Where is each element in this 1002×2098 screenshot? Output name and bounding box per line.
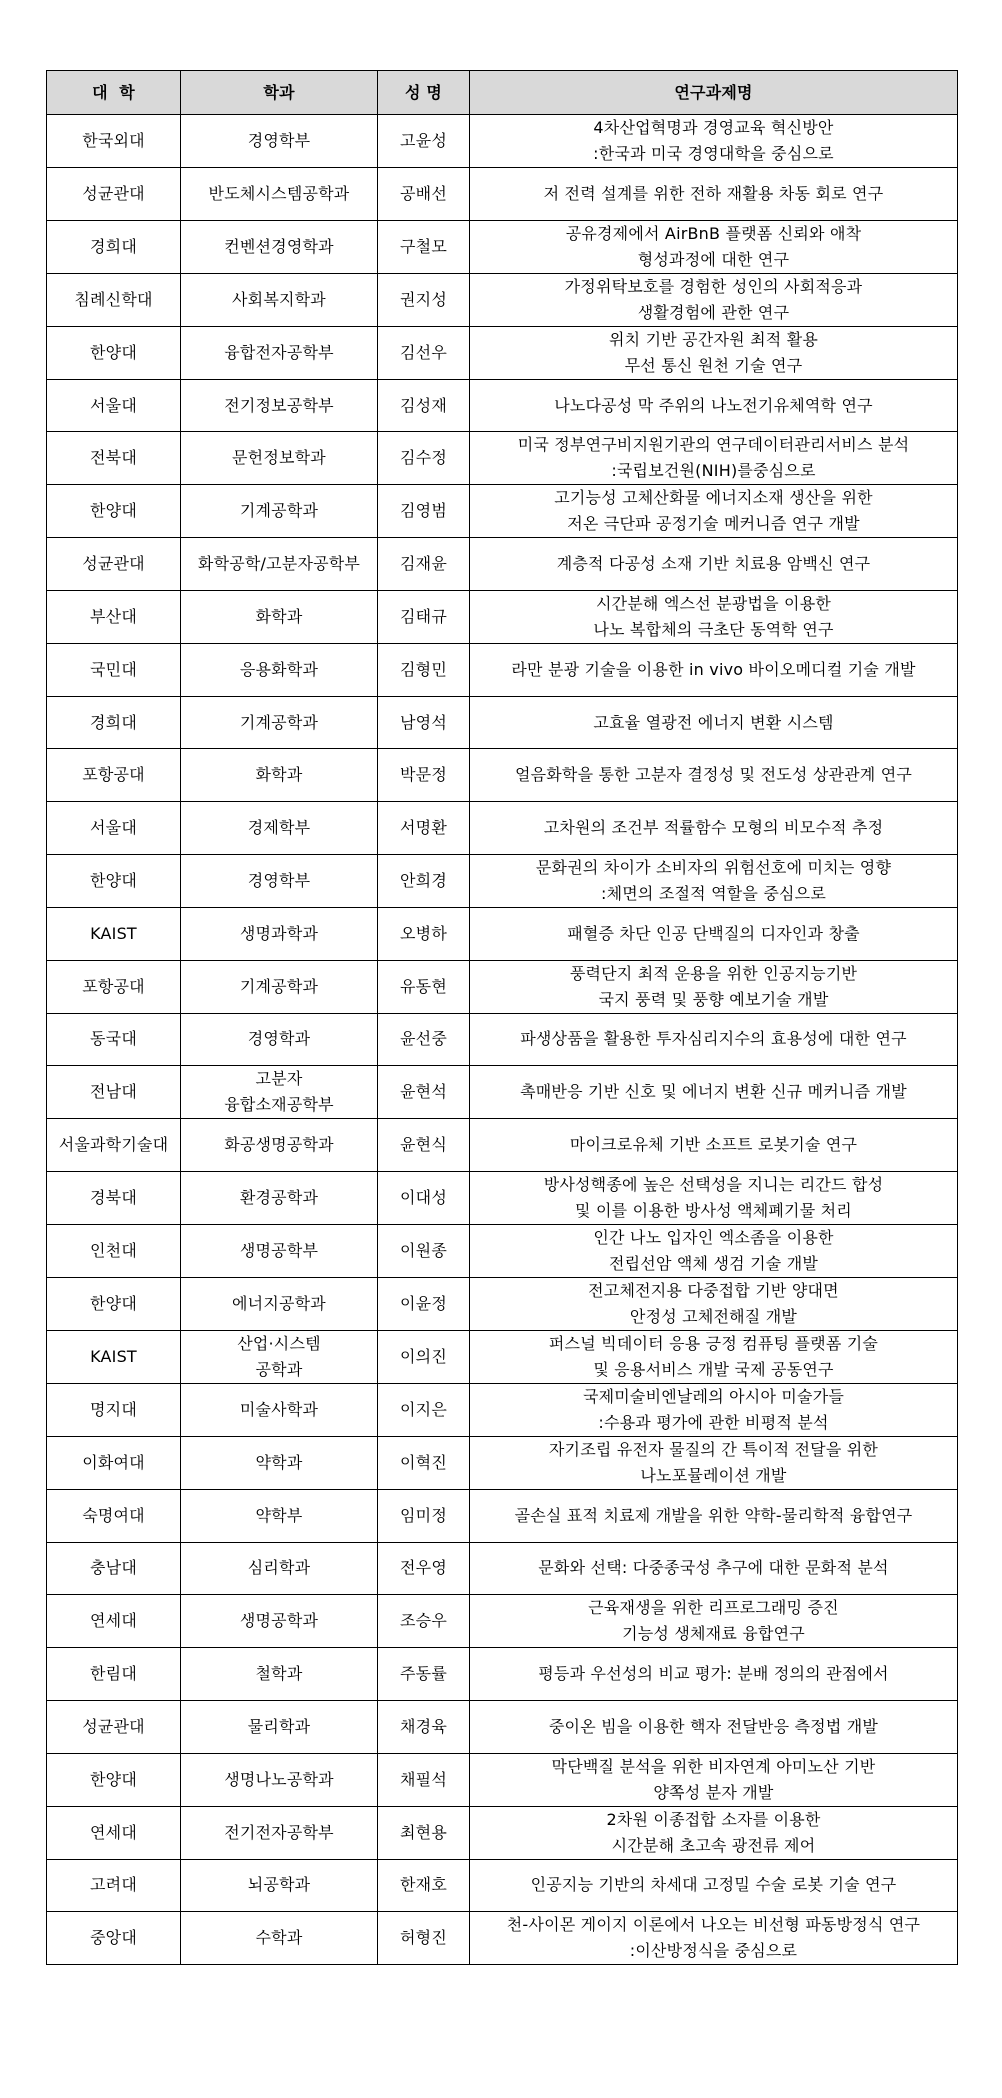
project-title-line: 저온 극단파 공정기술 메커니즘 연구 개발 (567, 514, 860, 534)
table-row (47, 1436, 958, 1489)
project-title-line: 및 이를 이용한 방사성 액체폐기물 처리 (575, 1200, 852, 1220)
project-title-line: :체면의 조절적 역할을 중심으로 (601, 883, 826, 903)
cell-department (181, 802, 378, 855)
cell-project-title (470, 749, 958, 802)
cell-project-title (470, 379, 958, 432)
cell-name: 채경육 (378, 1700, 470, 1753)
cell-department (181, 1013, 378, 1066)
cell-university: 한양대 (47, 1753, 181, 1806)
cell-university: 한국외대 (47, 115, 181, 168)
department-line: 경영학과 (247, 1029, 311, 1049)
cell-name: 채필석 (378, 1753, 470, 1806)
project-title-line: :수용과 평가에 관한 비평적 분석 (598, 1412, 829, 1432)
cell-name: 김성재 (378, 379, 470, 432)
cell-project-title (470, 1489, 958, 1542)
department-line: 생명공학과 (239, 1611, 319, 1631)
cell-department (181, 1489, 378, 1542)
cell-department (181, 1595, 378, 1648)
cell-department (181, 1700, 378, 1753)
department-line: 기계공학과 (239, 976, 319, 996)
cell-project-title (470, 485, 958, 538)
table-row (47, 907, 958, 960)
table-row (47, 802, 958, 855)
project-title-line: 인간 나노 입자인 엑소좀을 이용한 (593, 1227, 834, 1247)
cell-university: 중앙대 (47, 1912, 181, 1965)
cell-project-title (470, 644, 958, 697)
cell-university: 한양대 (47, 485, 181, 538)
cell-university: 한양대 (47, 854, 181, 907)
cell-project-title (470, 220, 958, 273)
project-title-line: 나노 복합체의 극초단 동역학 연구 (593, 620, 834, 640)
project-title-line: 고차원의 조건부 적률함수 모형의 비모수적 추정 (543, 817, 884, 837)
project-title-line: 파생상품을 활용한 투자심리지수의 효용성에 대한 연구 (520, 1029, 907, 1049)
cell-name: 이의진 (378, 1330, 470, 1383)
cell-university: 명지대 (47, 1383, 181, 1436)
department-line: 에너지공학과 (232, 1293, 326, 1313)
table-row (47, 960, 958, 1013)
table-row (47, 854, 958, 907)
department-line: 화학과 (255, 607, 303, 627)
cell-name: 오병하 (378, 907, 470, 960)
department-line: 전기정보공학부 (224, 395, 334, 415)
project-title-line: 국제미술비엔날레의 아시아 미술가들 (582, 1386, 845, 1406)
department-line: 컨벤션경영학과 (224, 236, 334, 256)
cell-department (181, 273, 378, 326)
cell-department (181, 1171, 378, 1224)
department-line: 약학부 (255, 1505, 303, 1525)
table-row (47, 1277, 958, 1330)
cell-name: 최현용 (378, 1806, 470, 1859)
table-row (47, 1013, 958, 1066)
cell-university: 인천대 (47, 1224, 181, 1277)
cell-name: 김태규 (378, 591, 470, 644)
cell-name: 공배선 (378, 168, 470, 221)
table-row (47, 1171, 958, 1224)
cell-department (181, 1383, 378, 1436)
cell-name: 구철모 (378, 220, 470, 273)
project-title-line: 4차산업혁명과 경영교육 혁신방안 (593, 118, 834, 137)
cell-project-title (470, 168, 958, 221)
cell-name: 이혁진 (378, 1436, 470, 1489)
table-row (47, 273, 958, 326)
cell-project-title (470, 1648, 958, 1701)
cell-name: 이윤정 (378, 1277, 470, 1330)
department-line: 물리학과 (247, 1716, 311, 1736)
cell-project-title (470, 696, 958, 749)
cell-university: 숙명여대 (47, 1489, 181, 1542)
department-line: 화학공학/고분자공학부 (197, 554, 361, 574)
cell-name: 임미정 (378, 1489, 470, 1542)
cell-department (181, 960, 378, 1013)
cell-project-title (470, 432, 958, 485)
cell-department (181, 1753, 378, 1806)
department-line: 생명과학과 (239, 923, 319, 943)
table-row (47, 1700, 958, 1753)
table-row (47, 1542, 958, 1595)
department-line: 미술사학과 (239, 1399, 319, 1419)
cell-name: 허형진 (378, 1912, 470, 1965)
table-row (47, 1912, 958, 1965)
project-title-line: 시간분해 엑스선 분광법을 이용한 (595, 594, 832, 614)
cell-project-title (470, 907, 958, 960)
cell-university: 전북대 (47, 432, 181, 485)
table-row (47, 1330, 958, 1383)
department-line: 전기전자공학부 (224, 1822, 334, 1842)
department-line: 경영학부 (247, 131, 311, 150)
department-line: 경제학부 (247, 817, 311, 837)
table-row (47, 326, 958, 379)
cell-name: 권지성 (378, 273, 470, 326)
project-title-line: 및 응용서비스 개발 국제 공동연구 (593, 1359, 834, 1379)
cell-name: 조승우 (378, 1595, 470, 1648)
header-row (47, 71, 958, 115)
cell-university: 서울과학기술대 (47, 1119, 181, 1172)
department-line: 고분자 (255, 1069, 303, 1089)
cell-project-title (470, 1383, 958, 1436)
cell-department (181, 1806, 378, 1859)
table-row (47, 1224, 958, 1277)
cell-project-title (470, 1171, 958, 1224)
cell-name: 서명환 (378, 802, 470, 855)
project-title-line: 나노포뮬레이션 개발 (640, 1465, 787, 1485)
table-row (47, 1753, 958, 1806)
cell-university: 성균관대 (47, 538, 181, 591)
department-line: 수학과 (255, 1928, 303, 1948)
cell-project-title (470, 1542, 958, 1595)
project-title-line: 기능성 생체재료 융합연구 (622, 1624, 805, 1644)
cell-university: 충남대 (47, 1542, 181, 1595)
cell-university: 성균관대 (47, 1700, 181, 1753)
cell-name: 윤현석 (378, 1066, 470, 1119)
table-row (47, 1383, 958, 1436)
project-title-line: 퍼스널 빅데이터 응용 긍정 컴퓨팅 플랫폼 기술 (548, 1333, 879, 1353)
project-title-line: 미국 정부연구비지원기관의 연구데이터관리서비스 분석 (517, 435, 910, 455)
table-row (47, 1859, 958, 1912)
cell-university: 연세대 (47, 1806, 181, 1859)
department-line: 화공생명공학과 (224, 1135, 334, 1155)
cell-project-title (470, 115, 958, 168)
table-row (47, 644, 958, 697)
cell-university: 경희대 (47, 696, 181, 749)
department-line: 산업·시스템 (237, 1333, 321, 1353)
table-row (47, 1119, 958, 1172)
cell-project-title (470, 1224, 958, 1277)
cell-university: 이화여대 (47, 1436, 181, 1489)
project-title-line: 공유경제에서 AirBnB 플랫폼 신뢰와 애착 (565, 223, 862, 243)
project-title-line: 문화권의 차이가 소비자의 위험선호에 미치는 영향 (535, 857, 892, 877)
cell-department (181, 485, 378, 538)
department-line: 문헌정보학과 (232, 448, 326, 468)
project-title-line: 얼음화학을 통한 고분자 결정성 및 전도성 상관관계 연구 (514, 765, 913, 785)
cell-project-title (470, 1119, 958, 1172)
project-title-line: 막단백질 분석을 위한 비자연계 아미노산 기반 (551, 1756, 876, 1776)
department-line: 융합전자공학부 (224, 342, 334, 362)
cell-university: 전남대 (47, 1066, 181, 1119)
cell-department (181, 591, 378, 644)
table-row (47, 1066, 958, 1119)
cell-department (181, 644, 378, 697)
table-row (47, 1489, 958, 1542)
cell-name: 박문정 (378, 749, 470, 802)
table-row (47, 1806, 958, 1859)
cell-department (181, 907, 378, 960)
table-row (47, 1648, 958, 1701)
project-title-line: 인공지능 기반의 차세대 고정밀 수술 로봇 기술 연구 (530, 1875, 897, 1895)
project-title-line: 중이온 빔을 이용한 핵자 전달반응 측정법 개발 (548, 1716, 879, 1736)
project-title-line: 생활경험에 관한 연구 (637, 302, 790, 322)
cell-university: 서울대 (47, 802, 181, 855)
project-title-line: 고효율 열광전 에너지 변환 시스템 (593, 712, 834, 732)
cell-university: 서울대 (47, 379, 181, 432)
project-title-line: 고기능성 고체산화물 에너지소재 생산을 위한 (554, 488, 873, 508)
cell-department (181, 326, 378, 379)
project-title-line: :이산방정식을 중심으로 (629, 1941, 798, 1961)
department-line: 반도체시스템공학과 (208, 183, 350, 203)
cell-university: KAIST (47, 1330, 181, 1383)
project-title-line: 문화와 선택: 다중종국성 추구에 대한 문화적 분석 (538, 1558, 889, 1578)
cell-department (181, 538, 378, 591)
cell-department (181, 1119, 378, 1172)
cell-department (181, 432, 378, 485)
project-title-line: 양쪽성 분자 개발 (653, 1782, 774, 1802)
project-title-line: 근육재생을 위한 리프로그래밍 증진 (588, 1598, 839, 1618)
project-title-line: 형성과정에 대한 연구 (637, 249, 790, 269)
cell-name: 안희경 (378, 854, 470, 907)
cell-name: 김형민 (378, 644, 470, 697)
cell-university: 경북대 (47, 1171, 181, 1224)
cell-department (181, 115, 378, 168)
project-title-line: 자기조립 유전자 물질의 간 특이적 전달을 위한 (548, 1439, 879, 1459)
table-row (47, 168, 958, 221)
cell-project-title (470, 538, 958, 591)
cell-project-title (470, 273, 958, 326)
project-title-line: 패혈증 차단 인공 단백질의 디자인과 창출 (567, 923, 860, 943)
table-row (47, 749, 958, 802)
department-line: 화학과 (255, 765, 303, 785)
cell-university: 성균관대 (47, 168, 181, 221)
table-row (47, 220, 958, 273)
cell-name: 남영석 (378, 696, 470, 749)
cell-name: 김수정 (378, 432, 470, 485)
department-line: 환경공학과 (239, 1187, 319, 1207)
project-title-line: 라만 분광 기술을 이용한 in vivo 바이오메디컬 기술 개발 (511, 659, 916, 679)
cell-project-title (470, 1330, 958, 1383)
cell-department (181, 696, 378, 749)
cell-university: 한양대 (47, 1277, 181, 1330)
cell-department (181, 1912, 378, 1965)
cell-project-title (470, 591, 958, 644)
header-department: 학과 (181, 71, 378, 115)
cell-department (181, 1277, 378, 1330)
project-title-line: 나노다공성 막 주위의 나노전기유체역학 연구 (554, 395, 873, 415)
cell-name: 이대성 (378, 1171, 470, 1224)
cell-department (181, 1436, 378, 1489)
cell-university: 부산대 (47, 591, 181, 644)
project-title-line: 촉매반응 기반 신호 및 에너지 변환 신규 메커니즘 개발 (520, 1082, 907, 1102)
department-line: 뇌공학과 (247, 1875, 311, 1895)
project-title-line: 천-사이몬 게이지 이론에서 나오는 비선형 파동방정식 연구 (506, 1915, 921, 1935)
department-line: 약학과 (255, 1452, 303, 1472)
cell-project-title (470, 802, 958, 855)
cell-department (181, 854, 378, 907)
department-line: 경영학부 (247, 870, 311, 890)
cell-department (181, 1859, 378, 1912)
cell-project-title (470, 326, 958, 379)
project-title-line: :한국과 미국 경영대학을 중심으로 (593, 144, 834, 163)
table-row (47, 432, 958, 485)
header-project-title: 연구과제명 (470, 71, 958, 115)
project-title-line: 계층적 다공성 소재 기반 치료용 암백신 연구 (556, 554, 871, 574)
department-line: 응용화학과 (239, 659, 319, 679)
project-title-line: 시간분해 초고속 광전류 제어 (611, 1835, 816, 1855)
project-title-line: 2차원 이종접합 소자를 이용한 (606, 1809, 821, 1829)
department-line: 철학과 (255, 1664, 303, 1684)
cell-name: 김선우 (378, 326, 470, 379)
department-line: 공학과 (255, 1359, 303, 1379)
department-line: 생명공학부 (239, 1240, 319, 1260)
cell-name: 이지은 (378, 1383, 470, 1436)
cell-project-title (470, 1700, 958, 1753)
cell-project-title (470, 1277, 958, 1330)
cell-name: 주동률 (378, 1648, 470, 1701)
cell-university: 연세대 (47, 1595, 181, 1648)
cell-university: 침례신학대 (47, 273, 181, 326)
department-line: 융합소재공학부 (224, 1095, 334, 1115)
cell-university: 한림대 (47, 1648, 181, 1701)
project-title-line: 무선 통신 원천 기술 연구 (624, 355, 803, 375)
cell-department (181, 168, 378, 221)
cell-university: 동국대 (47, 1013, 181, 1066)
project-title-line: 저 전력 설계를 위한 전하 재활용 차동 회로 연구 (543, 183, 884, 203)
cell-project-title (470, 1066, 958, 1119)
cell-university: 한양대 (47, 326, 181, 379)
cell-name: 윤선중 (378, 1013, 470, 1066)
table-row (47, 696, 958, 749)
cell-university: KAIST (47, 907, 181, 960)
project-title-line: 마이크로유체 기반 소프트 로봇기술 연구 (569, 1135, 858, 1155)
table-body (47, 115, 958, 1965)
project-title-line: 위치 기반 공간자원 최적 활용 (608, 329, 819, 349)
department-line: 사회복지학과 (232, 289, 326, 309)
table-row (47, 591, 958, 644)
department-line: 기계공학과 (239, 501, 319, 521)
cell-name: 김재윤 (378, 538, 470, 591)
cell-name: 유동현 (378, 960, 470, 1013)
cell-university: 포항공대 (47, 749, 181, 802)
cell-project-title (470, 1859, 958, 1912)
cell-department (181, 1224, 378, 1277)
cell-name: 고윤성 (378, 115, 470, 168)
project-title-line: 전고체전지용 다중접합 기반 양대면 (588, 1280, 839, 1300)
cell-university: 경희대 (47, 220, 181, 273)
table-row (47, 1595, 958, 1648)
project-title-line: 골손실 표적 치료제 개발을 위한 약학-물리학적 융합연구 (514, 1505, 913, 1525)
department-line: 기계공학과 (239, 712, 319, 732)
research-project-table (46, 70, 958, 1965)
cell-department (181, 1066, 378, 1119)
project-title-line: 안정성 고체전해질 개발 (629, 1306, 798, 1326)
table-row (47, 379, 958, 432)
project-title-line: 국지 풍력 및 풍향 예보기술 개발 (598, 989, 829, 1009)
cell-department (181, 379, 378, 432)
cell-university: 고려대 (47, 1859, 181, 1912)
cell-department (181, 220, 378, 273)
table-row (47, 115, 958, 168)
cell-project-title (470, 1013, 958, 1066)
cell-name: 김영범 (378, 485, 470, 538)
department-line: 생명나노공학과 (224, 1769, 334, 1789)
project-title-line: 평등과 우선성의 비교 평가: 분배 정의의 관점에서 (538, 1664, 889, 1684)
cell-project-title (470, 854, 958, 907)
project-title-line: :국립보건원(NIH)를중심으로 (611, 461, 816, 481)
table-row (47, 538, 958, 591)
cell-name: 한재호 (378, 1859, 470, 1912)
project-title-line: 풍력단지 최적 운용을 위한 인공지능기반 (569, 963, 858, 983)
header-name: 성 명 (378, 71, 470, 115)
cell-name: 윤현식 (378, 1119, 470, 1172)
header-university: 대 학 (47, 71, 181, 115)
cell-project-title (470, 1436, 958, 1489)
cell-department (181, 1648, 378, 1701)
cell-project-title (470, 1595, 958, 1648)
project-title-line: 가정위탁보호를 경험한 성인의 사회적응과 (564, 276, 863, 296)
cell-university: 포항공대 (47, 960, 181, 1013)
cell-project-title (470, 960, 958, 1013)
project-title-line: 방사성핵종에 높은 선택성을 지니는 리간드 합성 (543, 1174, 884, 1194)
cell-project-title (470, 1912, 958, 1965)
cell-project-title (470, 1753, 958, 1806)
department-line: 심리학과 (247, 1558, 311, 1578)
cell-department (181, 749, 378, 802)
cell-university: 국민대 (47, 644, 181, 697)
cell-department (181, 1330, 378, 1383)
project-title-line: 전립선암 액체 생검 기술 개발 (608, 1253, 819, 1273)
table-row (47, 485, 958, 538)
cell-name: 전우영 (378, 1542, 470, 1595)
cell-department (181, 1542, 378, 1595)
cell-name: 이원종 (378, 1224, 470, 1277)
cell-project-title (470, 1806, 958, 1859)
